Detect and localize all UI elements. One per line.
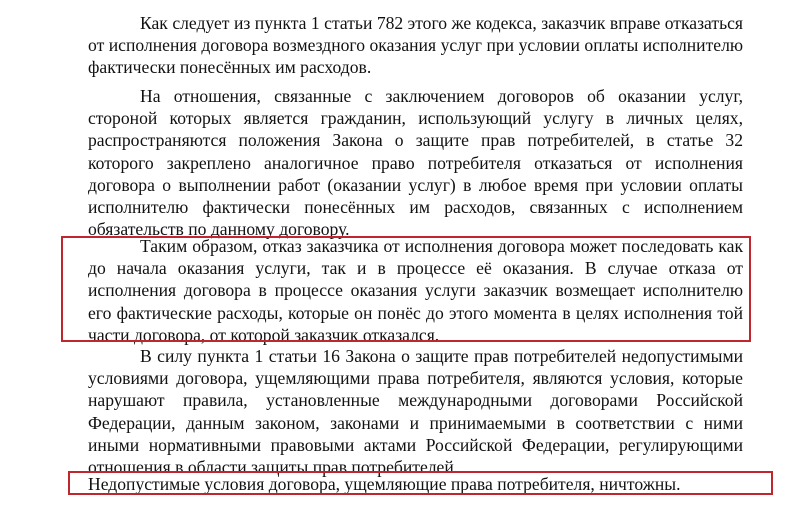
paragraph-article-782: Как следует из пункта 1 статьи 782 этого же кодекса, заказчик вправе отказаться от исполнения договора возмездного оказания услуг при условии оплаты исполнителю фактически понесённых им расходов. <box>88 13 743 78</box>
paragraph-consumer-protection: На отношения, связанные с заключением договоров об оказании услуг, стороной которых является гражданин, использующий услугу в личных целях, распространяются положения Закона о защите прав потребителей, в статье 32 которого закреплено аналогичное право потребителя отказаться от исполнения договора о выполнении работ (оказании услуг) в любое время при условии оплаты исполнителю фактически понесённых им расходов, связанных с исполнением обязательств по данному договору. <box>88 86 743 240</box>
paragraph-conclusion: Таким образом, отказ заказчика от исполнения договора может последовать как до начала оказания услуги, так и в процессе её оказания. В случае отказа от исполнения договора в процессе оказания услуги заказчик возмещает исполнителю его фактические расходы, которые он понёс до этого момента в целях исполнения той части договора, от которой заказчик отказался. <box>88 236 743 345</box>
paragraph-article-16: В силу пункта 1 статьи 16 Закона о защите прав потребителей недопустимыми условиями договора, ущемляющими права потребителя, являются условия, которые нарушают правила, установленные международными договорами Российской Федерации, данным законом, законами и принимаемыми в соответствии с ними иными нормативными правовыми актами Российской Федерации, регулирующими отношения в области защиты прав потребителей. <box>88 346 743 478</box>
paragraph-void-terms: Недопустимые условия договора, ущемляющие права потребителя, ничтожны. <box>88 474 681 494</box>
highlight-box-void-terms <box>68 471 773 495</box>
highlight-box-conclusion <box>61 236 751 342</box>
